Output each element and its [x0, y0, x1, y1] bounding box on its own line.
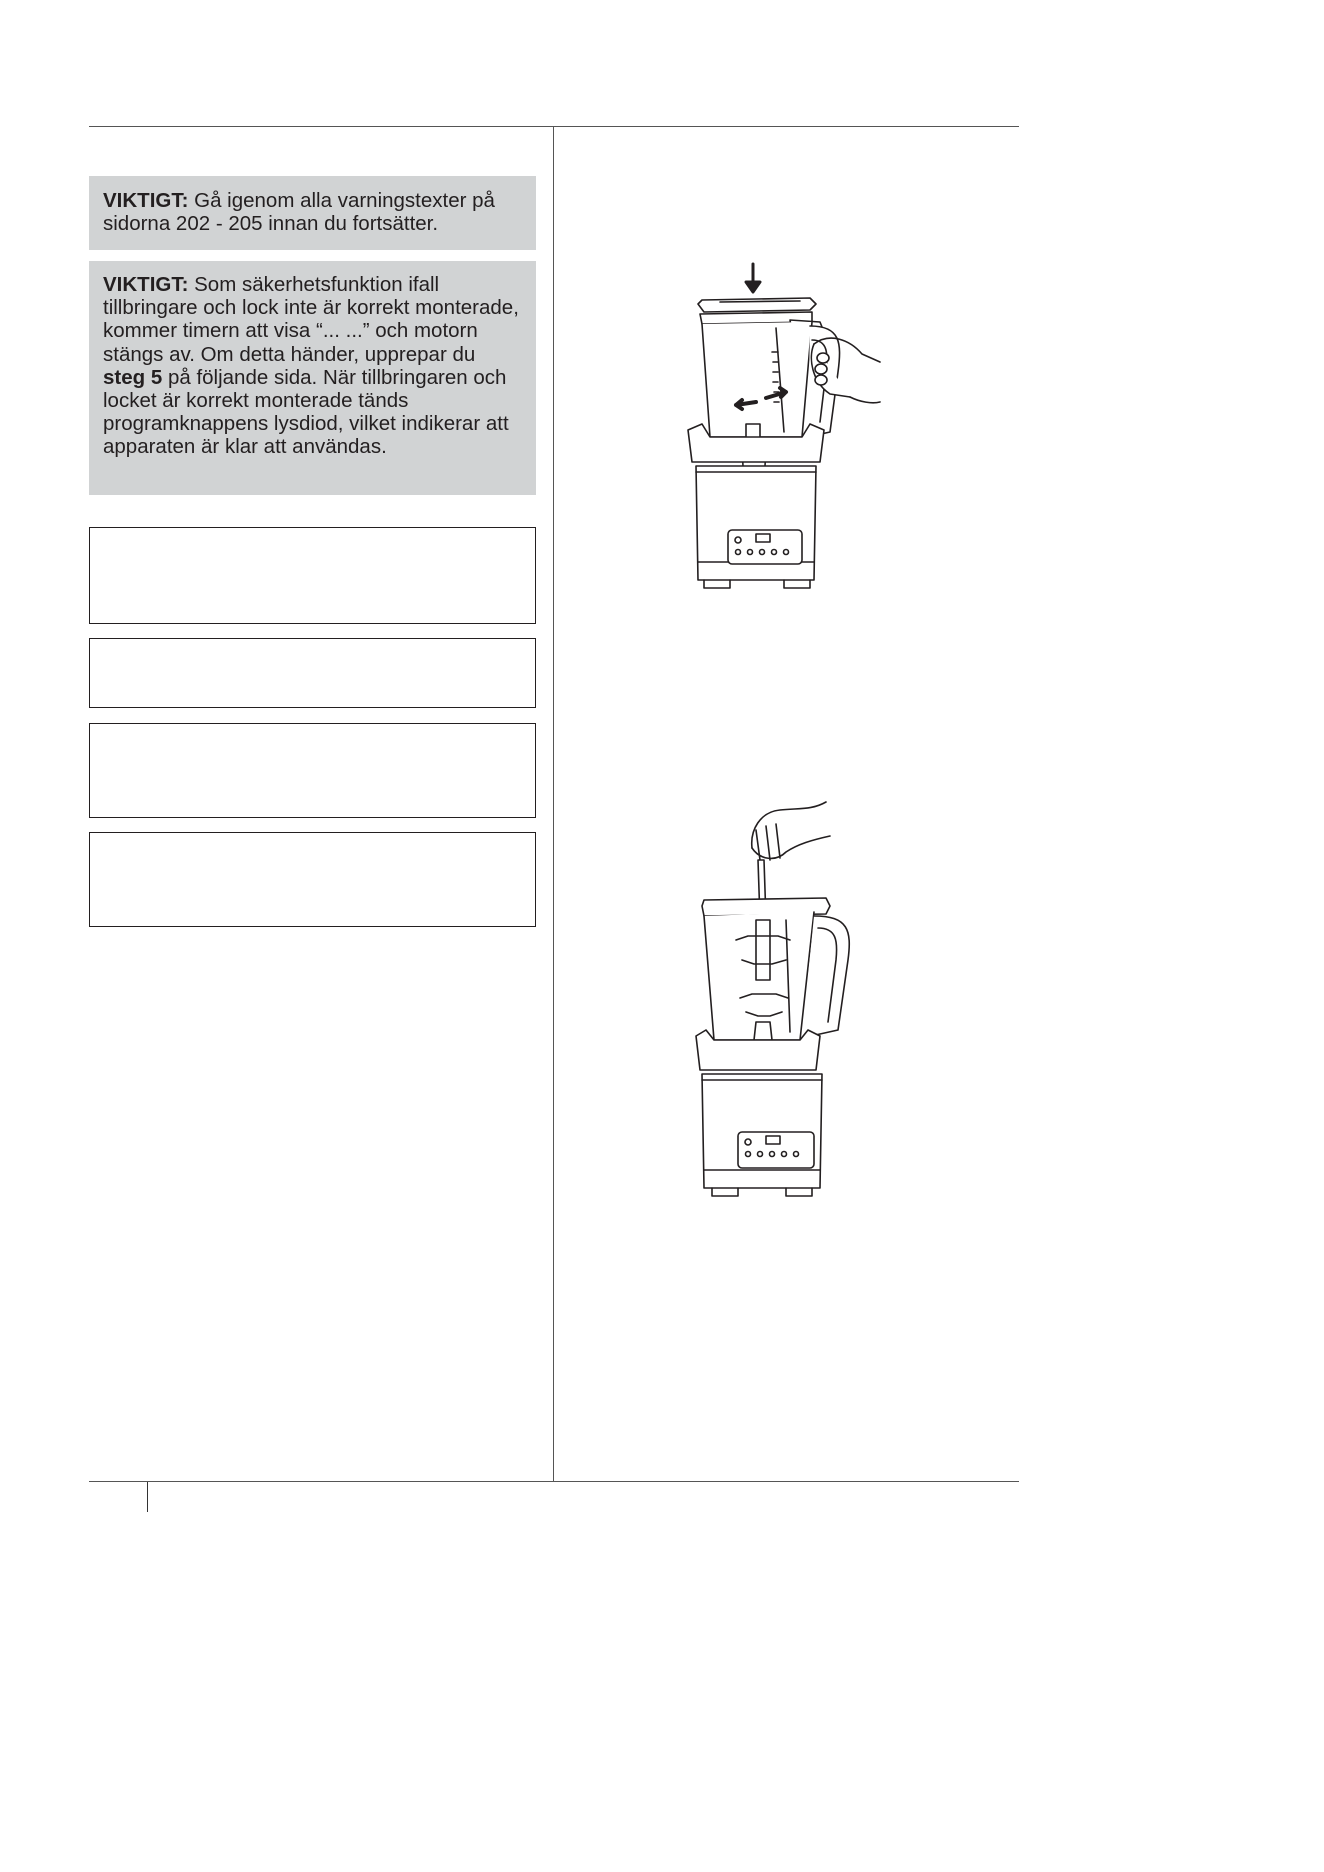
- column-divider: [553, 126, 554, 1482]
- empty-text-box: [89, 638, 536, 708]
- notice-text: Gå igenom alla varningstexter på sidorna 202 - 205 innan du fortsätter.: [103, 189, 495, 236]
- blender-lid-install-illustration: [680, 262, 885, 602]
- footer-page-tick: [147, 1482, 148, 1512]
- empty-text-box: [89, 723, 536, 818]
- notice-step-emphasis: steg 5: [103, 365, 163, 389]
- blender-blade-install-illustration: [690, 800, 860, 1200]
- important-notice-warnings: [89, 176, 536, 250]
- notice-text-before: Som säkerhetsfunktion ifall tillbringare och lock inte är korrekt monterade, kommer timern att visa “... ...” och motorn stängs av. Om detta händer, upprepar du: [103, 273, 519, 366]
- empty-text-box: [89, 832, 536, 927]
- notice-text-after: på följande sida. När tillbringaren och locket är korrekt monterade tänds programknappens lysdiod, vilket indikerar att apparaten är klar att användas.: [103, 365, 509, 459]
- bottom-rule: [89, 1481, 1019, 1482]
- empty-text-box: [89, 527, 536, 624]
- notice-label: VIKTIGT:: [103, 189, 189, 212]
- top-rule: [89, 126, 1019, 127]
- important-notice-safety: [89, 261, 536, 495]
- notice-label: VIKTIGT:: [103, 273, 189, 296]
